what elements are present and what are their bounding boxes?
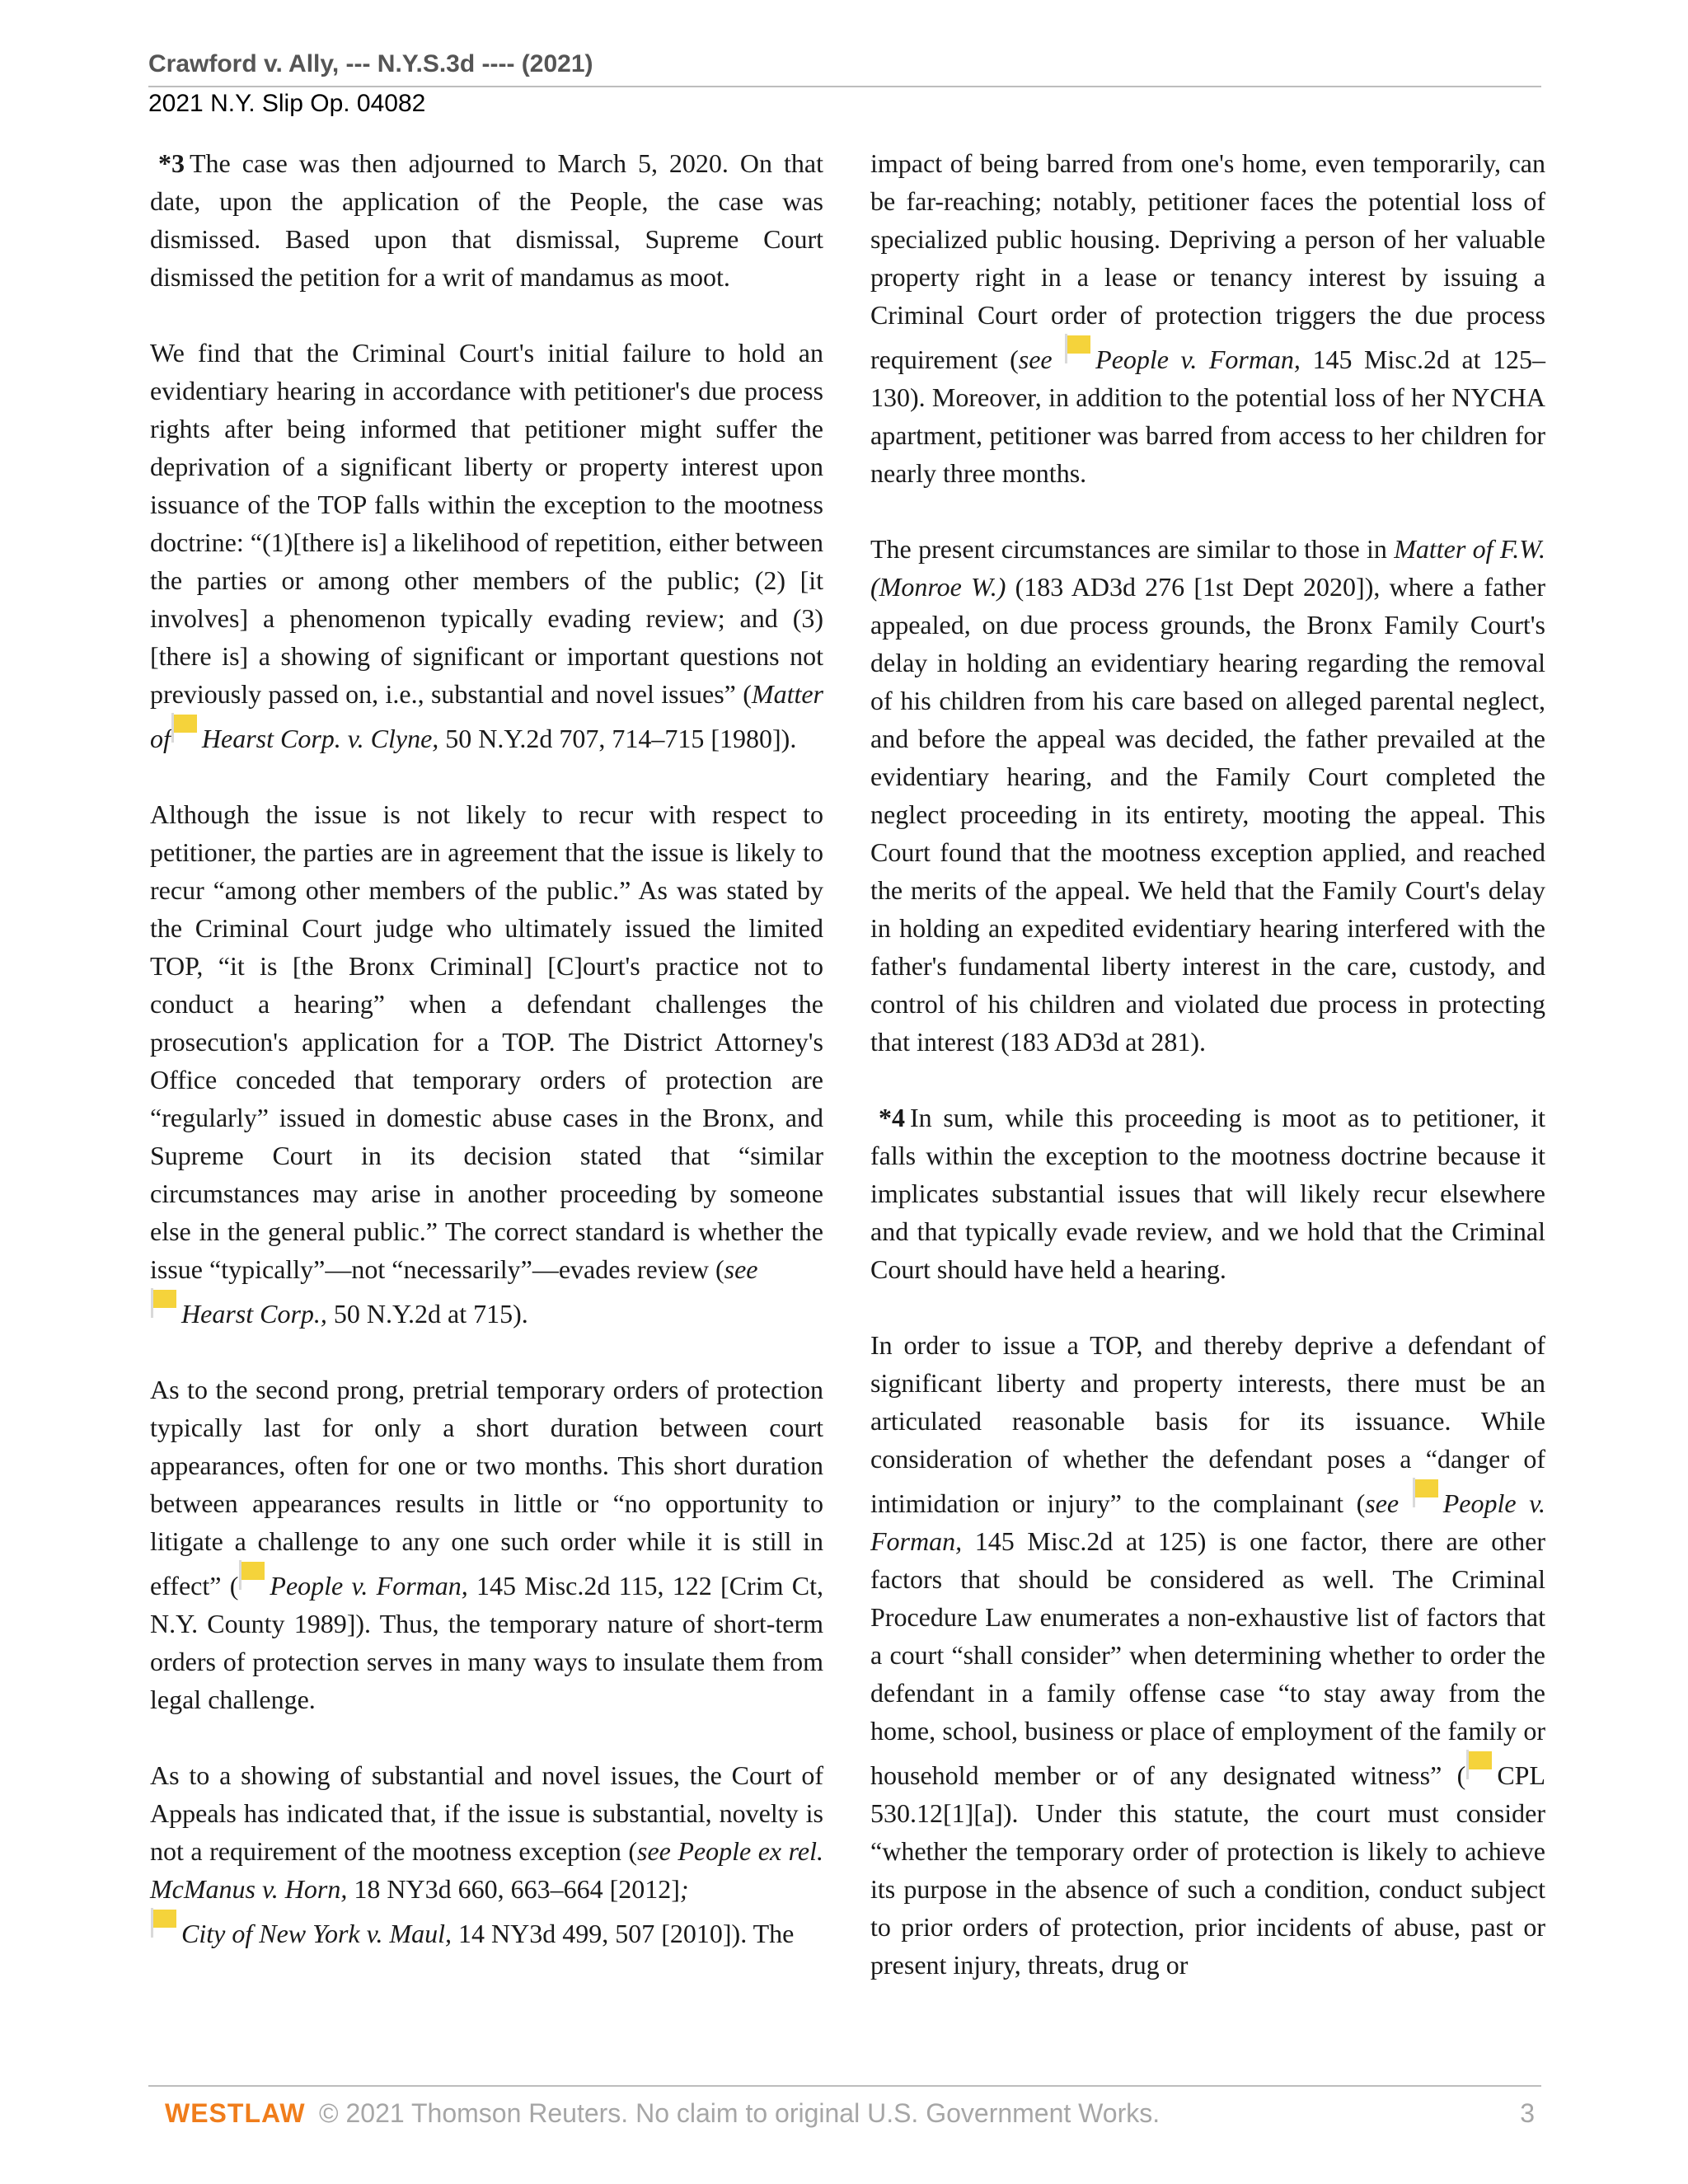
paragraph: As to a showing of substantial and novel issues, the Court of Appeals has indicated that, if the issue is substantial, novelty is not a requirement of the mootness exception (see People ex rel. McManus v. Horn, 18 NY3d 660, 663–664 [2012]; City of New York v. Maul, 14 NY3d 499, 507 [2010]). The (150, 1760, 823, 1948)
yellow-flag-icon[interactable] (150, 1908, 178, 1938)
footer-row (148, 2098, 1541, 2148)
paragraph: *3 The case was then adjourned to March 5, 2020. On that date, upon the application of the People, the case was dismissed. Based upon that dismissal, Supreme Court dismissed the petition for a writ of mandamus as moot. (150, 148, 823, 292)
citation-link[interactable]: People v. Forman, (870, 1488, 1546, 1556)
yellow-flag-icon[interactable] (1465, 1750, 1493, 1779)
paragraph: *4 In sum, while this proceeding is moot as to petitioner, it falls within the exception to the mootness doctrine because it implicates substantial issues that will likely recur elsewhere and that typically evade review, and we hold that the Criminal Court should have held a hearing. (870, 1103, 1545, 1284)
yellow-flag-icon[interactable] (150, 1288, 178, 1318)
footer-divider (148, 2085, 1541, 2087)
citation-link[interactable]: Matter of F.W. (Monroe W.) (870, 534, 1545, 602)
page-number: 3 (1520, 2098, 1535, 2128)
citation-link[interactable]: People v. Forman, (270, 1571, 468, 1601)
paragraph: The present circumstances are similar to those in Matter of F.W. (Monroe W.) (183 AD3d 276 [1st Dept 2020]), where a father appealed, on due process grounds, the Bronx Family Court's delay in holding an evidentiary hearing regarding the removal of his children from his care based on alleged parental neglect, and before the appeal was decided, the father prevailed at the evidentiary hearing, and the Family Court completed the neglect proceeding in its entirety, mooting the appeal. This Court found that the mootness exception applied, and reached the merits of the appeal. We held that the Family Court's delay in holding an expedited evidentiary hearing interfered with the father's fundamental liberty interest in the care, custody, and control of his children and violated due process in protecting that interest (183 AD3d at 281). (870, 534, 1546, 1057)
paragraph: Although the issue is not likely to recur with respect to petitioner, the parties are in agreement that the issue is likely to recur “among other members of the public.” As was stated by the Criminal Court judge who ultimately issued the limited TOP, “it is [the Bronx Criminal] [C]ourt's practice not to conduct a hearing” when a defendant challenges the prosecution's application for a TOP. The District Attorney's Office conceded that temporary orders of protection are “regularly” issued in domestic abuse cases in the Bronx, and Supreme Court in its decision stated that “similar circumstances may arise in another proceeding by someone else in the general public.” The correct standard is whether the issue “typically”—not “necessarily”—evades review (see Hearst Corp., 50 N.Y.2d at 715). (150, 799, 823, 1329)
document-header (148, 48, 1541, 120)
star-page-marker: *3 (158, 148, 185, 178)
paragraph: impact of being barred from one's home, even temporarily, can be far-reaching; notably, petitioner faces the potential loss of specialized public housing. Depriving a person of her valuable property right in a lease or tenancy interest by issuing a Criminal Court order of protection triggers the due process requirement (see People v. Forman, 145 Misc.2d at 125–130). Moreover, in addition to the potential loss of her NYCHA apartment, petitioner was barred from access to her children for nearly three months. (870, 148, 1546, 488)
paragraph: We find that the Criminal Court's initial failure to hold an evidentiary hearing in accordance with petitioner's due process rights after being informed that petitioner might suffer the deprivation of a significant liberty or property interest upon issuance of the TOP falls within the exception to the mootness doctrine: “(1)[there is] a likelihood of repetition, either between the parties or among other members of the public; (2) [it involves] a phenomenon typically evading review; and (3) [there is] a showing of significant or important questions not previously passed on, i.e., substantial and novel issues” (Matter of Hearst Corp. v. Clyne, 50 N.Y.2d 707, 714–715 [1980]). (150, 338, 823, 753)
citation-link[interactable]: CPL 530.12[1][a] (870, 1760, 1545, 1828)
citation-link[interactable]: City of New York v. Maul, (181, 1919, 452, 1948)
westlaw-logo: WESTLAW (165, 2098, 306, 2128)
citation-link[interactable]: People v. Forman, (1095, 344, 1301, 374)
citation-link[interactable]: see People ex rel. McManus v. Horn, (150, 1836, 823, 1904)
left-column (150, 144, 823, 1990)
case-title: Crawford v. Ally, --- N.Y.S.3d ---- (2021) (148, 50, 593, 77)
paragraph: As to the second prong, pretrial temporary orders of protection typically last for only a short duration between court appearances, often for one or two months. This short duration between appearances results in little or “no opportunity to litigate a challenge to any one such order while it is still in effect” ( People v. Forman, 145 Misc.2d 115, 122 [Crim Ct, N.Y. County 1989]). Thus, the temporary nature of short-term orders of protection serves in many ways to insulate them from legal challenge. (150, 1375, 824, 1714)
star-page-marker: *4 (879, 1103, 905, 1132)
slip-opinion-number: 2021 N.Y. Slip Op. 04082 (148, 90, 426, 117)
copyright-notice: © 2021 Thomson Reuters. No claim to original U.S. Government Works. (319, 2098, 1160, 2128)
yellow-flag-icon[interactable] (171, 713, 199, 743)
citation-link[interactable]: Hearst Corp., (181, 1299, 327, 1329)
right-column (870, 144, 1545, 2022)
citation-link[interactable]: Hearst Corp. v. Clyne, (201, 724, 439, 753)
yellow-flag-icon[interactable] (1064, 334, 1092, 363)
paragraph: In order to issue a TOP, and thereby deprive a defendant of significant liberty and property interests, there must be an articulated reasonable basis for its issuance. While consideration of whether the defendant poses a “danger of intimidation or injury” to the complainant (see People v. Forman, 145 Misc.2d at 125) is one factor, there are other factors that should be considered as well. The Criminal Procedure Law enumerates a non-exhaustive list of factors that a court “shall consider” when determining whether to order the defendant in a family offense case “to stay away from the home, school, business or place of employment of the family or household member or of any designated witness” ( CPL 530.12[1][a]). Under this statute, the court must consider “whether the temporary order of protection is likely to achieve its purpose in the absence of such a condition, conduct subject to prior orders of protection, prior incidents of abuse, past or present injury, threats, drug or (870, 1330, 1546, 1980)
yellow-flag-icon[interactable] (1412, 1478, 1440, 1507)
document-footer (148, 2085, 1541, 2148)
yellow-flag-icon[interactable] (238, 1560, 266, 1590)
